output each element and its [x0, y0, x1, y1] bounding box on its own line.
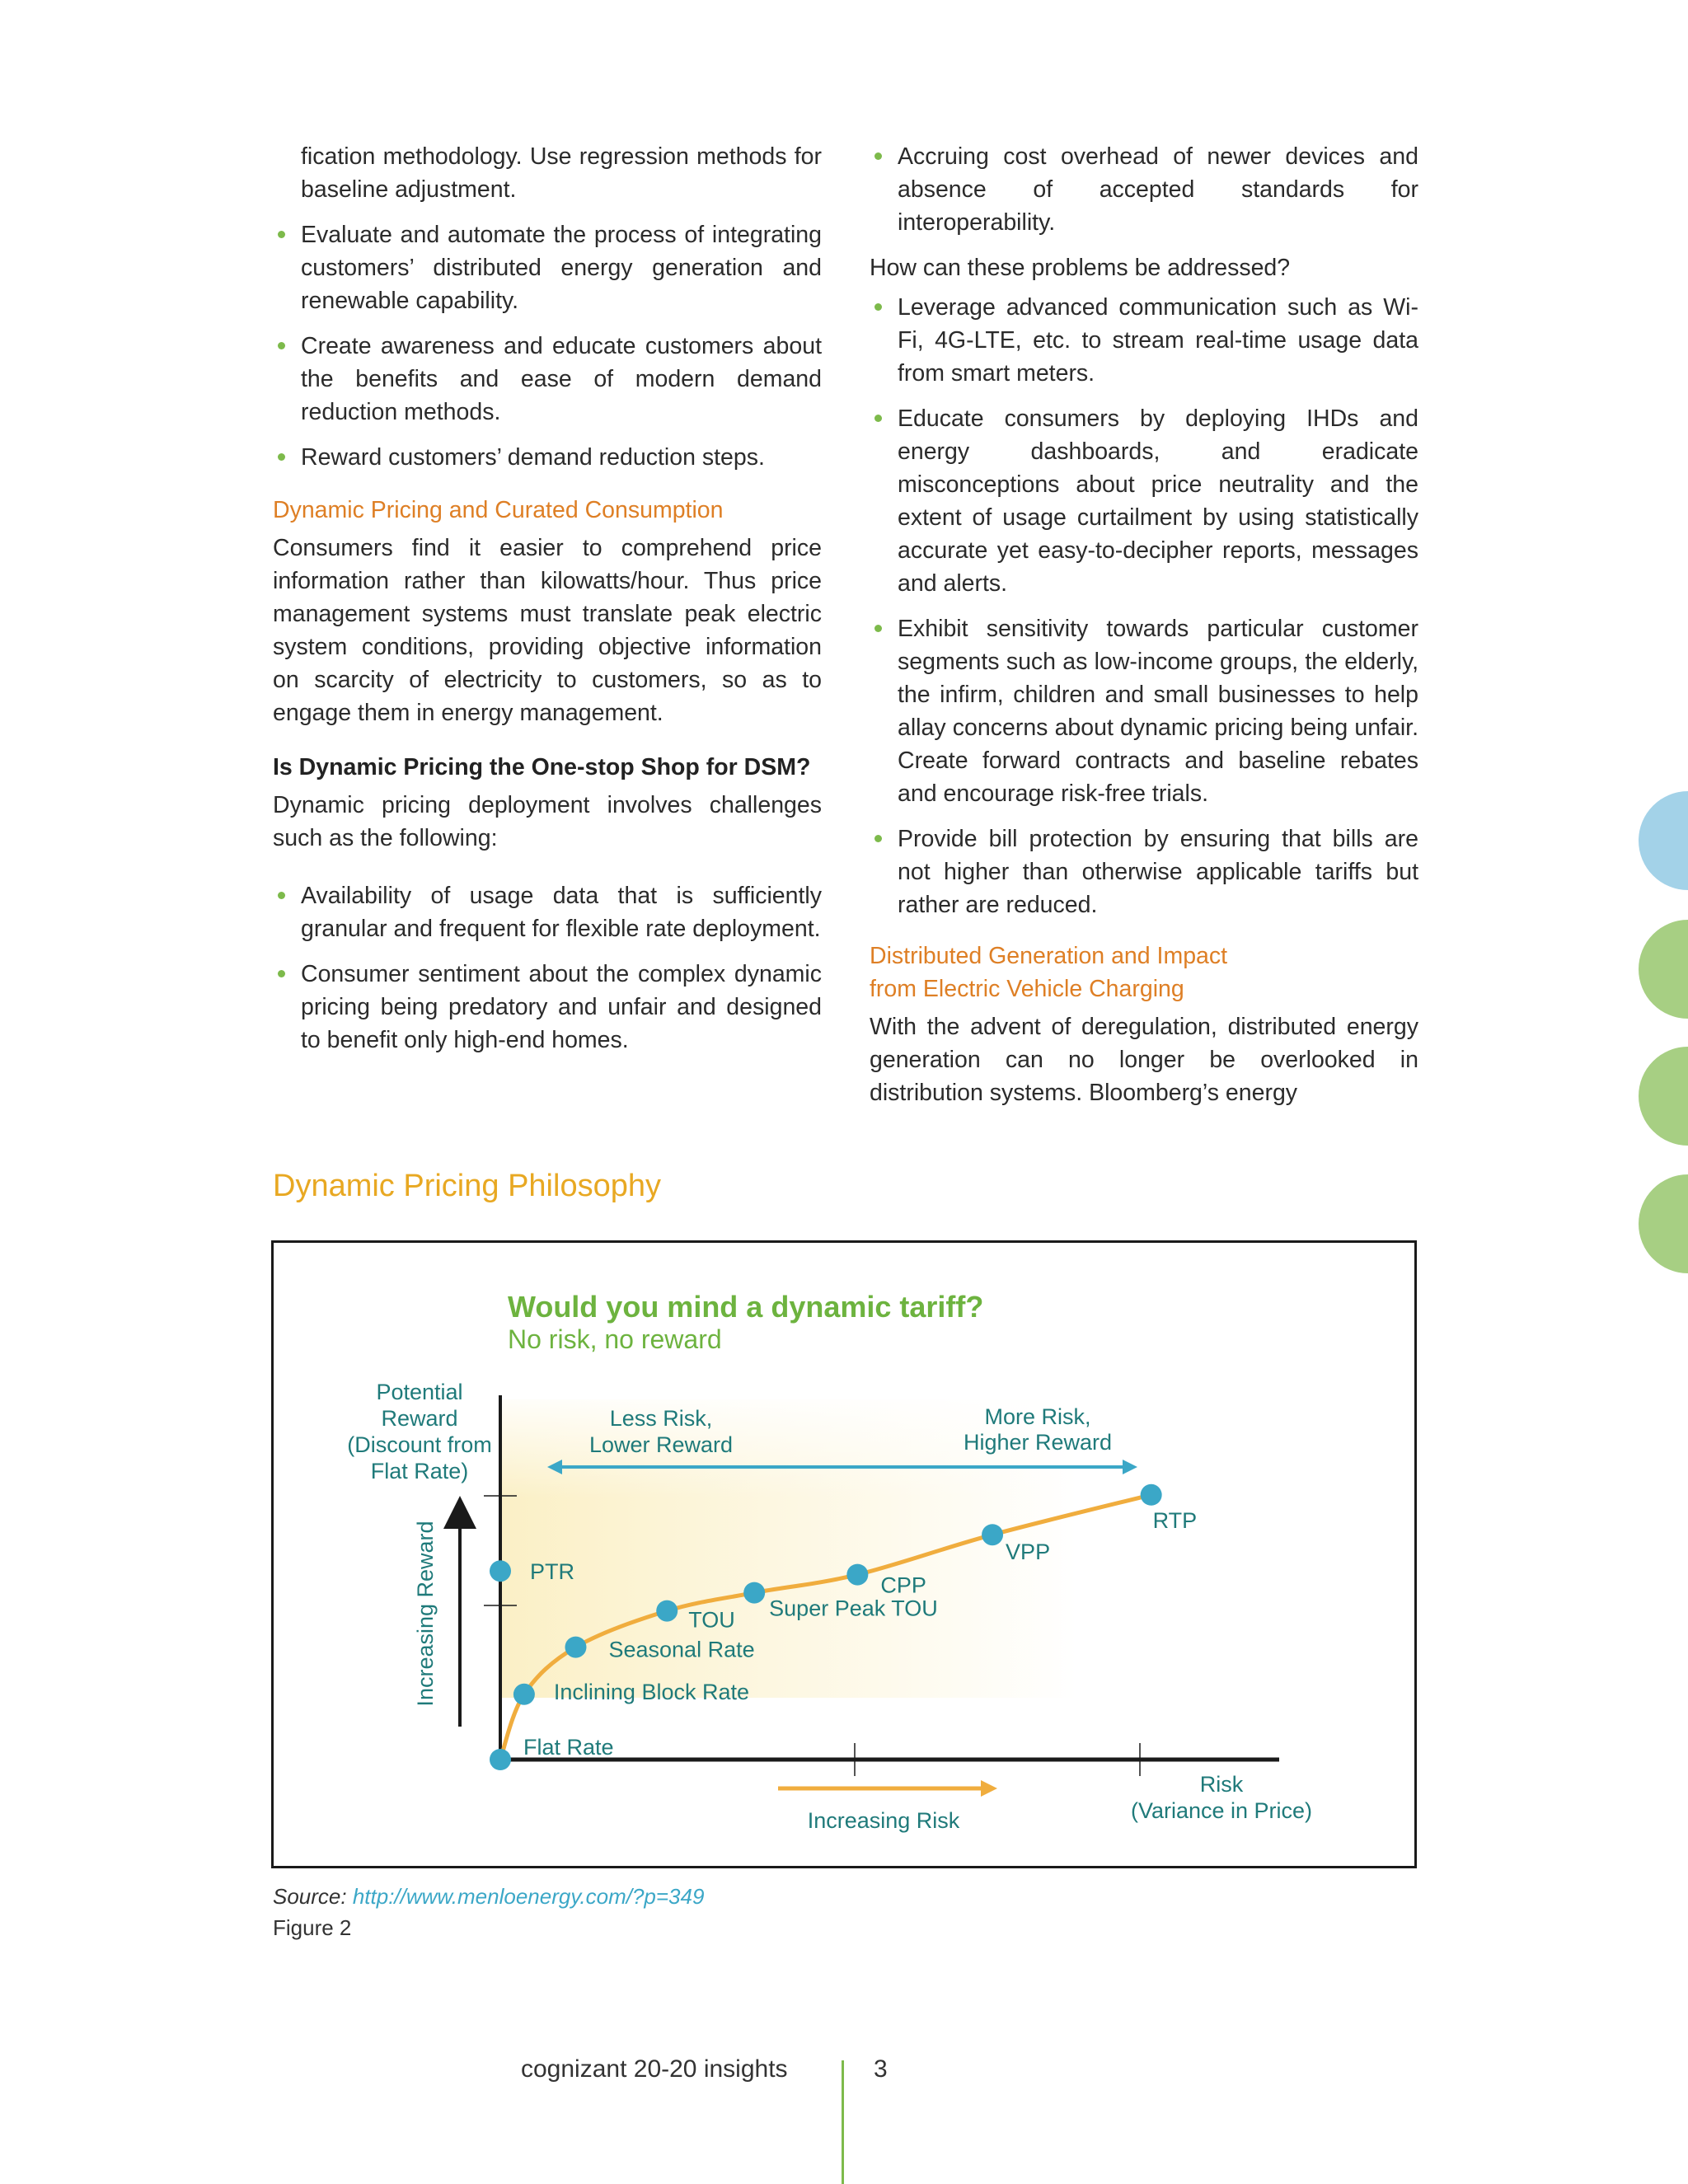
continuation-text: fication methodology. Use regression methods for baseline adjustment. — [301, 143, 822, 203]
data-point-inclining-block-rate-marker — [513, 1684, 535, 1705]
section-heading-dg-line1: Distributed Generation and Impact — [870, 943, 1228, 969]
data-point-rtp-marker — [1141, 1484, 1162, 1506]
bullet-list-solutions — [870, 291, 1418, 921]
data-point-inclining-block-rate-label: Inclining Block Rate — [553, 1679, 750, 1704]
data-point-flat-rate-label: Flat Rate — [523, 1735, 614, 1760]
data-point-vpp-label: VPP — [1006, 1540, 1051, 1565]
list-item: Accruing cost overhead of newer devices and absence of accepted standards for interoperability. — [870, 140, 1418, 239]
x-label-line: (Variance in Price) — [1130, 1798, 1313, 1823]
data-point-super-peak-tou-marker — [743, 1582, 765, 1604]
annotation-line: Less Risk, — [609, 1406, 713, 1431]
x-axis-label — [1131, 1772, 1312, 1823]
increasing-risk-arrow-head — [981, 1780, 997, 1797]
bullet-list-top — [870, 140, 1418, 239]
chart-subtitle: No risk, no reward — [508, 1324, 722, 1354]
data-point-vpp-marker — [982, 1524, 1003, 1545]
paragraph-dg: With the advent of deregulation, distributed energy generation can no longer be overlooked in distribution systems. Bloomberg’s energy — [870, 1014, 1418, 1106]
data-point-rtp-label: RTP — [1152, 1507, 1198, 1533]
list-item: Provide bill protection by ensuring that bills are not higher than otherwise applicable tariffs but rather are reduced. — [870, 823, 1418, 921]
y-label-line: Flat Rate) — [370, 1459, 469, 1483]
data-point-flat-rate-marker — [490, 1749, 511, 1770]
annotation-line: Higher Reward — [963, 1430, 1113, 1455]
decor-circle — [1639, 791, 1688, 890]
annotation-line: Lower Reward — [588, 1432, 734, 1457]
increasing-reward-label: Increasing Reward — [413, 1521, 438, 1707]
data-point-cpp-marker — [846, 1564, 868, 1586]
list-item: Consumer sentiment about the complex dynamic pricing being predatory and unfair and designed to benefit only high-end homes. — [273, 958, 822, 1057]
list-item: Availability of usage data that is sufficiently granular and frequent for flexible rate deployment. — [273, 879, 822, 945]
right-column — [870, 140, 1418, 1109]
data-point-super-peak-tou-label: Super Peak TOU — [769, 1596, 938, 1621]
section-heading-one-stop: Is Dynamic Pricing the One-stop Shop for DSM? — [273, 754, 811, 780]
footer-divider — [842, 2060, 844, 2184]
figure-frame — [271, 1240, 1417, 1868]
annotation-more-risk — [964, 1404, 1112, 1455]
decor-circle — [1639, 920, 1688, 1019]
range-arrow-right-head — [1123, 1460, 1137, 1474]
list-item: Educate consumers by deploying IHDs and energy dashboards, and eradicate misconceptions about price neutrality and the extent of usage curtailment by using statistically accurate yet easy-to-decipher reports, messages and alerts. — [870, 402, 1418, 600]
data-point-seasonal-rate-marker — [565, 1637, 586, 1658]
y-label-line: (Discount from — [347, 1432, 492, 1457]
paragraph-one-stop: Dynamic pricing deployment involves challenges such as the following: — [273, 792, 822, 851]
bullet-list-2 — [273, 879, 822, 1057]
source-label: Source: — [273, 1884, 347, 1909]
source-link[interactable]: http://www.menloenergy.com/?p=349 — [352, 1884, 705, 1909]
figure-caption: Figure 2 — [273, 1915, 352, 1940]
paragraph-dynamic-pricing: Consumers find it easier to comprehend price information rather than kilowatts/hour. Thus price management systems must translate peak electric system conditions, providing objective information on scarcity of electricity to customers, so as to engage them in energy management. — [273, 535, 822, 726]
data-point-cpp-label: CPP — [880, 1572, 926, 1598]
chart-title: Would you mind a dynamic tariff? — [508, 1290, 984, 1324]
x-label-line: Risk — [1199, 1772, 1244, 1797]
y-label-line: Potential — [376, 1380, 463, 1404]
list-item: Leverage advanced communication such as Wi-Fi, 4G-LTE, etc. to stream real-time usage data from smart meters. — [870, 291, 1418, 390]
list-item: Reward customers’ demand reduction steps. — [273, 441, 822, 474]
data-point-ptr-marker — [490, 1560, 511, 1582]
footer-text: cognizant 20-20 insights — [521, 2055, 788, 2083]
list-item: Evaluate and automate the process of integrating customers’ distributed energy generation and renewable capability. — [273, 218, 822, 317]
data-point-tou-label: TOU — [688, 1607, 735, 1633]
data-point-tou-marker — [656, 1601, 678, 1622]
increasing-risk-label: Increasing Risk — [807, 1808, 960, 1833]
section-heading-dg-line2: from Electric Vehicle Charging — [870, 976, 1184, 1002]
source-line — [273, 1884, 704, 1910]
list-item: Exhibit sensitivity towards particular customer segments such as low-income groups, the elderly, the infirm, children and small businesses to help allay concerns about dynamic pricing being unfair. Create forward contracts and baseline rebates and encourage risk-free trials. — [870, 612, 1418, 810]
question-text: How can these problems be addressed? — [870, 255, 1291, 281]
decor-circle — [1639, 1174, 1688, 1273]
decor-circle — [1639, 1047, 1688, 1146]
data-point-seasonal-rate-label: Seasonal Rate — [608, 1637, 755, 1662]
bullet-list-1 — [273, 218, 822, 474]
data-point-ptr-label: PTR — [530, 1559, 574, 1585]
y-label-line: Reward — [381, 1406, 458, 1431]
y-axis-label — [347, 1380, 492, 1483]
figure-title: Dynamic Pricing Philosophy — [273, 1169, 661, 1203]
annotation-line: More Risk, — [984, 1404, 1091, 1429]
list-item: Create awareness and educate customers about the benefits and ease of modern demand reduction methods. — [273, 330, 822, 429]
left-column — [273, 140, 822, 1069]
dynamic-tariff-chart — [274, 1243, 1414, 1866]
page-number: 3 — [874, 2055, 888, 2083]
section-heading-dynamic-pricing: Dynamic Pricing and Curated Consumption — [273, 497, 724, 523]
